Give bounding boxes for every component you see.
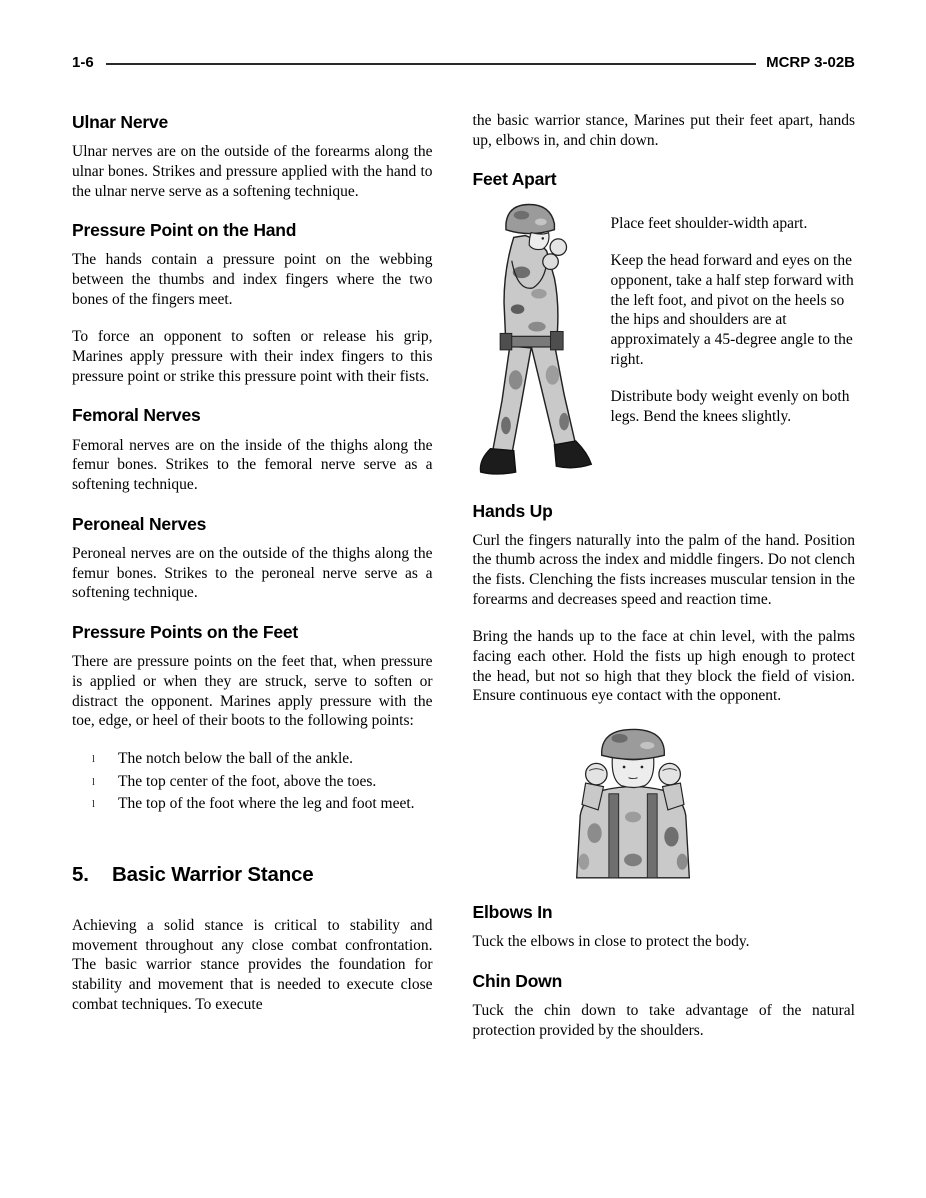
paragraph: Achieving a solid stance is critical to stability and movement throughout any close combat confrontation. The basic warrior stance provides the foundation for stability and movement that is needed to execute close combat techniques. To execute <box>72 916 433 1013</box>
right-column <box>473 111 855 1058</box>
page-header <box>72 54 855 71</box>
section-heading-ulnar-nerve: Ulnar Nerve <box>72 112 169 132</box>
marine-stance-side-figure <box>473 200 599 492</box>
marine-hands-up-front-figure <box>557 724 709 885</box>
paragraph: Tuck the chin down to take advantage of the natural protection provided by the shoulders. <box>472 1001 855 1039</box>
section-heading-basic-warrior-stance <box>72 862 433 888</box>
header-rule <box>106 63 756 65</box>
paragraph: Tuck the elbows in close to protect the body. <box>472 933 750 951</box>
section-heading-elbows-in: Elbows In <box>472 901 553 922</box>
list-item-text: The top of the foot where the leg and foot meet. <box>118 795 415 813</box>
doc-id: MCRP 3-02B <box>766 54 855 71</box>
paragraph: Keep the head forward and eyes on the opponent, take a half step forward with the left foot, and pivot on the heels so the hips and shoulders are at approximately a 45-degree angle to the right. <box>610 252 854 368</box>
section-heading-feet-apart: Feet Apart <box>472 169 557 190</box>
list-item <box>92 772 433 792</box>
paragraph: Femoral nerves are on the inside of the thighs along the femur bones. Strikes to the femoral nerve serve as a softening technique. <box>72 436 433 494</box>
page-number: 1-6 <box>72 54 94 71</box>
bullet-list <box>92 749 433 814</box>
paragraph: Distribute body weight evenly on both legs. Bend the knees slightly. <box>610 388 850 425</box>
feet-apart-captions <box>611 200 855 492</box>
section-pressure-points-feet <box>72 621 433 814</box>
two-column-body <box>72 111 855 1058</box>
bullet-glyph: l <box>92 776 95 788</box>
left-column <box>72 111 433 1058</box>
paragraph: There are pressure points on the feet that, when pressure is applied or when they are struck, serve to soften or distract the opponent. Marines apply pressure with the toe, edge, or heel of their boots to the following points: <box>72 653 433 730</box>
paragraph: To force an opponent to soften or release his grip, Marines apply pressure with their index fingers to this pressure point or strike this pressure point with their fists. <box>72 328 433 385</box>
section-ulnar-nerve <box>72 111 433 201</box>
paragraph: The hands contain a pressure point on the webbing between the thumbs and index fingers where the two bones of the fingers meet. <box>72 251 433 308</box>
section-heading-chin-down: Chin Down <box>472 970 563 991</box>
list-item <box>92 749 433 769</box>
section-elbows-in <box>473 901 855 952</box>
section-peroneal-nerves <box>72 513 433 603</box>
feet-apart-figure-row <box>473 200 855 492</box>
section-heading-peroneal-nerves: Peroneal Nerves <box>72 513 207 534</box>
section-hands-up <box>473 500 855 891</box>
list-item-text: The notch below the ball of the ankle. <box>118 749 354 767</box>
paragraph: Place feet shoulder-width apart. <box>610 214 808 232</box>
paragraph: Bring the hands up to the face at chin level, with the palms facing each other. Hold the fists up high enough to protect the head, but not so high that they block the field of vision. Ensure continuous eye contact with the opponent. <box>472 628 855 705</box>
section-pressure-point-hand <box>72 219 433 386</box>
list-item-text: The top center of the foot, above the toes. <box>118 772 377 790</box>
section-basic-warrior-stance <box>72 862 433 1014</box>
paragraph-stance-continued: the basic warrior stance, Marines put their feet apart, hands up, elbows in, and chin down. <box>472 112 855 149</box>
bullet-glyph: l <box>92 799 95 811</box>
section-title: Basic Warrior Stance <box>112 862 314 886</box>
list-item <box>92 794 433 814</box>
section-heading-pressure-points-feet: Pressure Points on the Feet <box>72 621 299 642</box>
bullet-glyph: l <box>92 753 95 765</box>
paragraph: Curl the fingers naturally into the palm of the hand. Position the thumb across the index and middle fingers. Do not clench the fists. Clenching the fists increases muscular tension in the forearms and decreases speed and reaction time. <box>472 531 855 608</box>
section-number: 5. <box>72 862 89 886</box>
section-heading-femoral-nerves: Femoral Nerves <box>72 405 201 426</box>
section-chin-down <box>473 970 855 1041</box>
section-feet-apart <box>473 168 855 491</box>
section-femoral-nerves <box>72 404 433 494</box>
section-heading-pressure-point-hand: Pressure Point on the Hand <box>72 220 297 241</box>
hands-up-figure-wrap <box>557 724 855 891</box>
paragraph: Ulnar nerves are on the outside of the forearms along the ulnar bones. Strikes and pressure applied with the hand to the ulnar nerve serve as a softening technique. <box>72 143 433 200</box>
paragraph: Peroneal nerves are on the outside of the thighs along the femur bones. Strikes to the peroneal nerve serve as a softening technique. <box>72 544 433 602</box>
section-heading-hands-up: Hands Up <box>472 500 553 521</box>
